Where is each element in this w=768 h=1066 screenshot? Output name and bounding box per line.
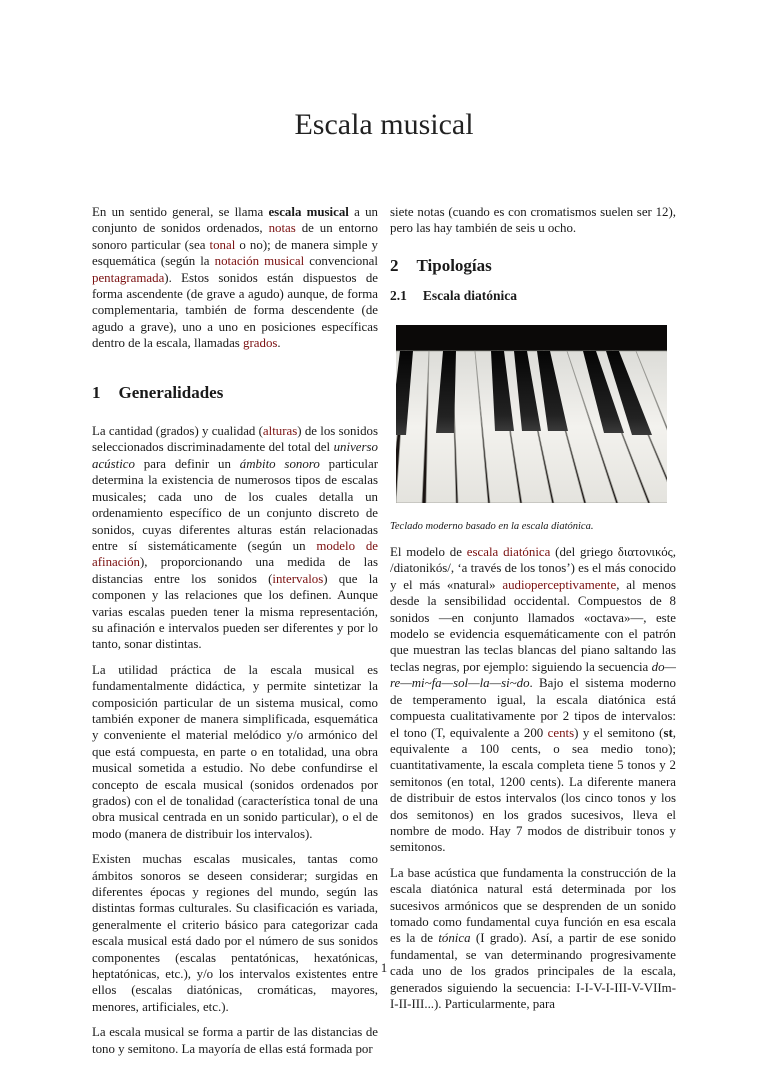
right-column — [390, 204, 676, 1021]
link-notas[interactable]: notas — [268, 221, 296, 236]
paragraph-utilidad: La utilidad práctica de la escala musical es fundamentalmente didáctica, y permite sintetizar la composición particular de un sistema musical, como también exponer de manera simplificada, esquemática y conveniente el material melódico y/o armónico del que está compuesta, en parte o en totalidad, una obra musical sometida a estudio. No debe confundirse el concepto de escala musical (sonidos ordenados por grados) con el de tonalidad (característica tonal de una obra musical centrada en un sonido particular), o el de modo (manera de distribuir los intervalos). — [92, 662, 378, 841]
intro-paragraph: En un sentido general, se llama escala musical a un conjunto de sonidos ordenados, notas de un entorno sonoro particular (sea tonal o no); de manera simple y esquemática (según la notación musical convencional pentagramada). Estos sonidos están dispuestos de forma ascendente (de grave a agudo) aunque, de forma complementaria, también de forma descendente (de agudo a grave), uno a uno en posiciones específicas dentro de la escala, llamadas grados. — [92, 205, 379, 351]
paragraph-modelo-diatonico: El modelo de escala diatónica (del griego διατονικός, /diatonikós/, ‘a través de los tonos’) es el más conocido y el más «natural» audioperceptivamente, al menos desde la sensibilidad occidental. Compuestos de 8 sonidos —en conjunto llamados «octava»—, este modelo se evidencia esquemáticamente con el patrón que muestran las teclas blancas del piano saltando las teclas negras, por ejemplo: siguiendo la secuencia do—re—mi~fa—sol—la—si~do. Bajo el sistema moderno de temperamento igual, la escala diatónica está compuesta cualitativamente por 2 tipos de intervalos: el tono (T, equivalente a 200 cents) y el semitono (st, equivalente a 100 cents, o sea medio tono); cuantitativamente, la escala completa tiene 5 tonos y 2 semitonos (en total, 1200 cents). La diferente manera de distribuir de estos intervalos (los cinco tonos y los dos semitonos) en los grados sucesivos, lleva el nombre de modo. Hay 7 modos de distribuir tonos y semitonos. — [390, 545, 677, 855]
link-alturas[interactable]: alturas — [262, 424, 298, 439]
piano-keyboard-photo — [396, 325, 667, 503]
link-cents[interactable]: cents — [547, 725, 575, 740]
link-escala-diatonica[interactable]: escala diatónica — [466, 545, 551, 560]
paragraph-base-acustica: La base acústica que fundamenta la construcción de la escala diatónica natural está determinada por los sucesivos armónicos que se desprenden de un sonido tomado como fundamental cuya función en esa escala es la de tónica (I grado). Así, a partir de ese sonido fundamental, se van determinando progresivamente cada uno de los grados principales de la escala, generados siguiendo la secuencia: I-I-V-I-III-V-VIIm-I-II-III...). Particularmente, para — [390, 865, 676, 1011]
section-heading-tipologias: 2 Tipologías — [390, 255, 492, 275]
photo-caption: Teclado moderno basado en la escala diatónica. — [390, 520, 594, 532]
subsection-heading-escala-diatonica: 2.1 Escala diatónica — [390, 288, 518, 304]
left-column — [92, 204, 378, 1066]
section-heading-generalidades: 1 Generalidades — [92, 382, 224, 402]
link-modelo-de-afinacion[interactable]: modelo de afinación — [92, 538, 379, 570]
link-grados[interactable]: grados — [243, 336, 278, 351]
link-notacion-musical[interactable]: notación musical — [214, 254, 305, 269]
link-audioperceptivamente[interactable]: audioperceptivamente — [502, 577, 617, 592]
paragraph-existen: Existen muchas escalas musicales, tantas como ámbitos sonoros se deseen considerar; surgidas en diferentes épocas y regiones del mundo, según las distintas formas culturales. Su clasificación es variada, generalmente el criterio básico para categorizar cada escala musical está dado por el número de sus sonidos componentes (escalas pentatónicas, hexatónicas, heptatónicas, etc.), y/o los intervalos existentes entre ellos (escalas diatónicas, cromáticas, mayores, menores, artificiales, etc.). — [92, 852, 378, 1014]
link-intervalos[interactable]: intervalos — [272, 571, 324, 586]
paragraph-formacion-cont: siete notas (cuando es con cromatismos suelen ser 12), pero las hay también de seis u ocho. — [390, 205, 676, 236]
link-pentagramada[interactable]: pentagramada — [92, 270, 165, 285]
paragraph-cantidad: La cantidad (grados) y cualidad (alturas) de los sonidos seleccionados discriminadamente del total del universo acústico para definir un ámbito sonoro particular determina la existencia de numerosos tipos de escalas musicales; cada uno de los cuales detalla un ordenamiento específico de un conjunto discreto de sonidos, cuyas diferentes alturas están relacionadas entre sí sistemáticamente (según un modelo de afinación), proporcionando una medida de las distancias entre los sonidos (intervalos) que la componen y las relaciones que los definen. Aunque varias escalas pueden tener la misma representación, su afinación e intervalos pueden ser diferentes y por lo tanto, sonar distintas. — [92, 424, 379, 652]
page-number: 1 — [380, 960, 388, 975]
link-tonal[interactable]: tonal — [209, 237, 236, 252]
page-title: Escala musical — [294, 108, 474, 141]
paragraph-formacion: La escala musical se forma a partir de las distancias de tono y semitono. La mayoría de ellas está formada por — [92, 1025, 378, 1056]
